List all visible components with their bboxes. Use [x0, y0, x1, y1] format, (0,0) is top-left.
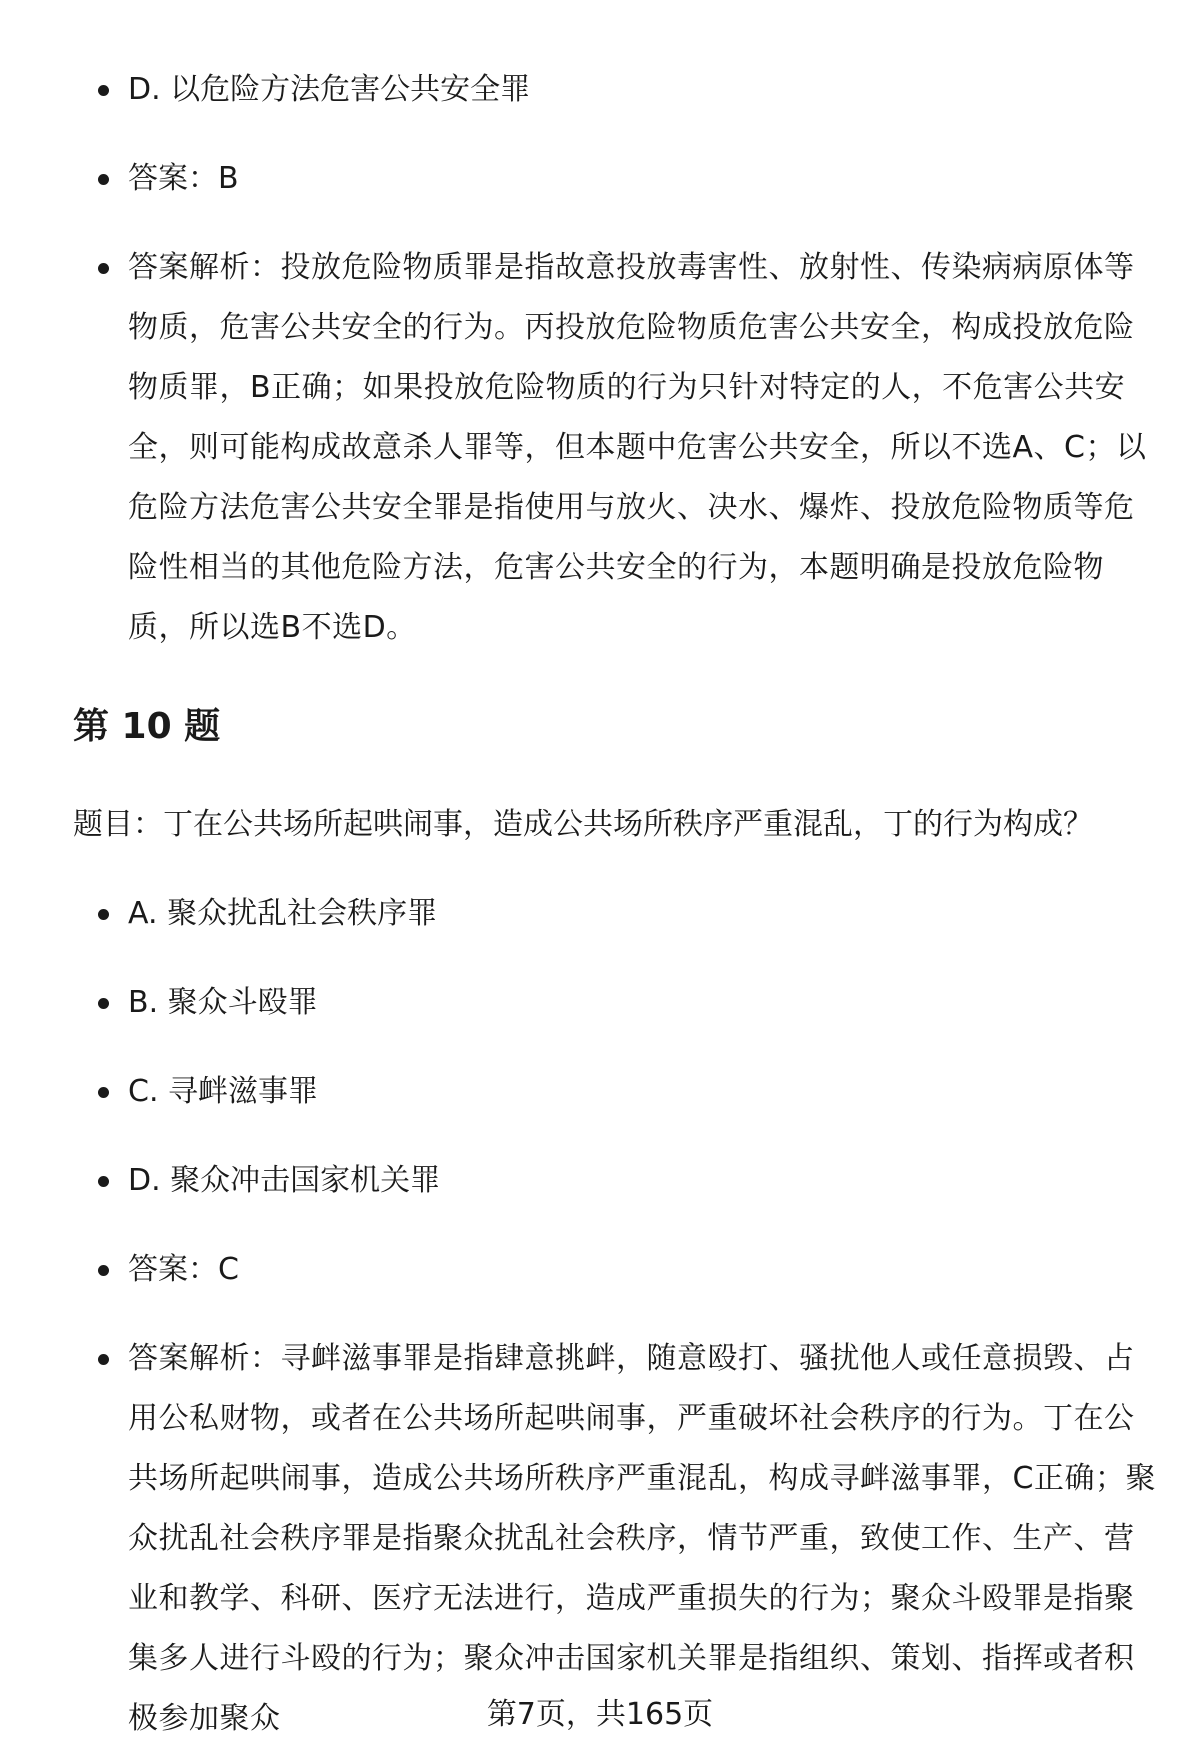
question-text: 题目：丁在公共场所起哄闹事，造成公共场所秩序严重混乱，丁的行为构成？	[73, 807, 1093, 842]
bullet-icon	[98, 263, 109, 274]
previous-question-tail	[0, 60, 1200, 658]
answer	[0, 1240, 1200, 1300]
option-a	[0, 884, 1200, 944]
explanation-text: 答案解析：寻衅滋事罪是指肆意挑衅，随意殴打、骚扰他人或任意损毁、占用公私财物，或者在公共场所起哄闹事，严重破坏社会秩序的行为。丁在公共场所起哄闹事，造成公共场所秩序严重混乱，构成寻衅滋事罪，C正确；聚众扰乱社会秩序罪是指聚众扰乱社会秩序，情节严重，致使工作、生产、营业和教学、科研、医疗无法进行，造成严重损失的行为；聚众斗殴罪是指聚集多人进行斗殴的行为；聚众冲击国家机关罪是指组织、策划、指挥或者积极参加聚众	[128, 1341, 1156, 1736]
bullet-icon	[98, 85, 109, 96]
answer-text: 答案：B	[128, 161, 239, 196]
answer-explanation	[0, 238, 1200, 658]
option-text: D. 聚众冲击国家机关罪	[128, 1163, 441, 1198]
answer-explanation	[0, 1329, 1200, 1749]
option-text: B. 聚众斗殴罪	[128, 985, 318, 1020]
option-d	[0, 60, 1200, 120]
question-heading: 第 10 题	[73, 706, 221, 747]
page-footer: 第7页，共165页	[486, 1697, 714, 1732]
bullet-icon	[98, 998, 109, 1009]
bullet-icon	[98, 1354, 109, 1365]
explanation-text: 答案解析：投放危险物质罪是指故意投放毒害性、放射性、传染病病原体等物质，危害公共安全的行为。丙投放危险物质危害公共安全，构成投放危险物质罪，B正确；如果投放危险物质的行为只针对特定的人，不危害公共安全，则可能构成故意杀人罪等，但本题中危害公共安全，所以不选A、C；以危险方法危害公共安全罪是指使用与放火、决水、爆炸、投放危险物质等危险性相当的其他危险方法，危害公共安全的行为，本题明确是投放危险物质，所以选B不选D。	[128, 250, 1147, 645]
option-c	[0, 1062, 1200, 1122]
answer	[0, 149, 1200, 209]
question-10-options	[0, 884, 1200, 1749]
option-text: C. 寻衅滋事罪	[128, 1074, 319, 1109]
option-d	[0, 1151, 1200, 1211]
bullet-icon	[98, 174, 109, 185]
option-text: D. 以危险方法危害公共安全罪	[128, 72, 531, 107]
bullet-icon	[98, 1265, 109, 1276]
option-b	[0, 973, 1200, 1033]
answer-text: 答案：C	[128, 1252, 239, 1287]
option-text: A. 聚众扰乱社会秩序罪	[128, 896, 438, 931]
bullet-icon	[98, 909, 109, 920]
bullet-icon	[98, 1176, 109, 1187]
bullet-icon	[98, 1087, 109, 1098]
